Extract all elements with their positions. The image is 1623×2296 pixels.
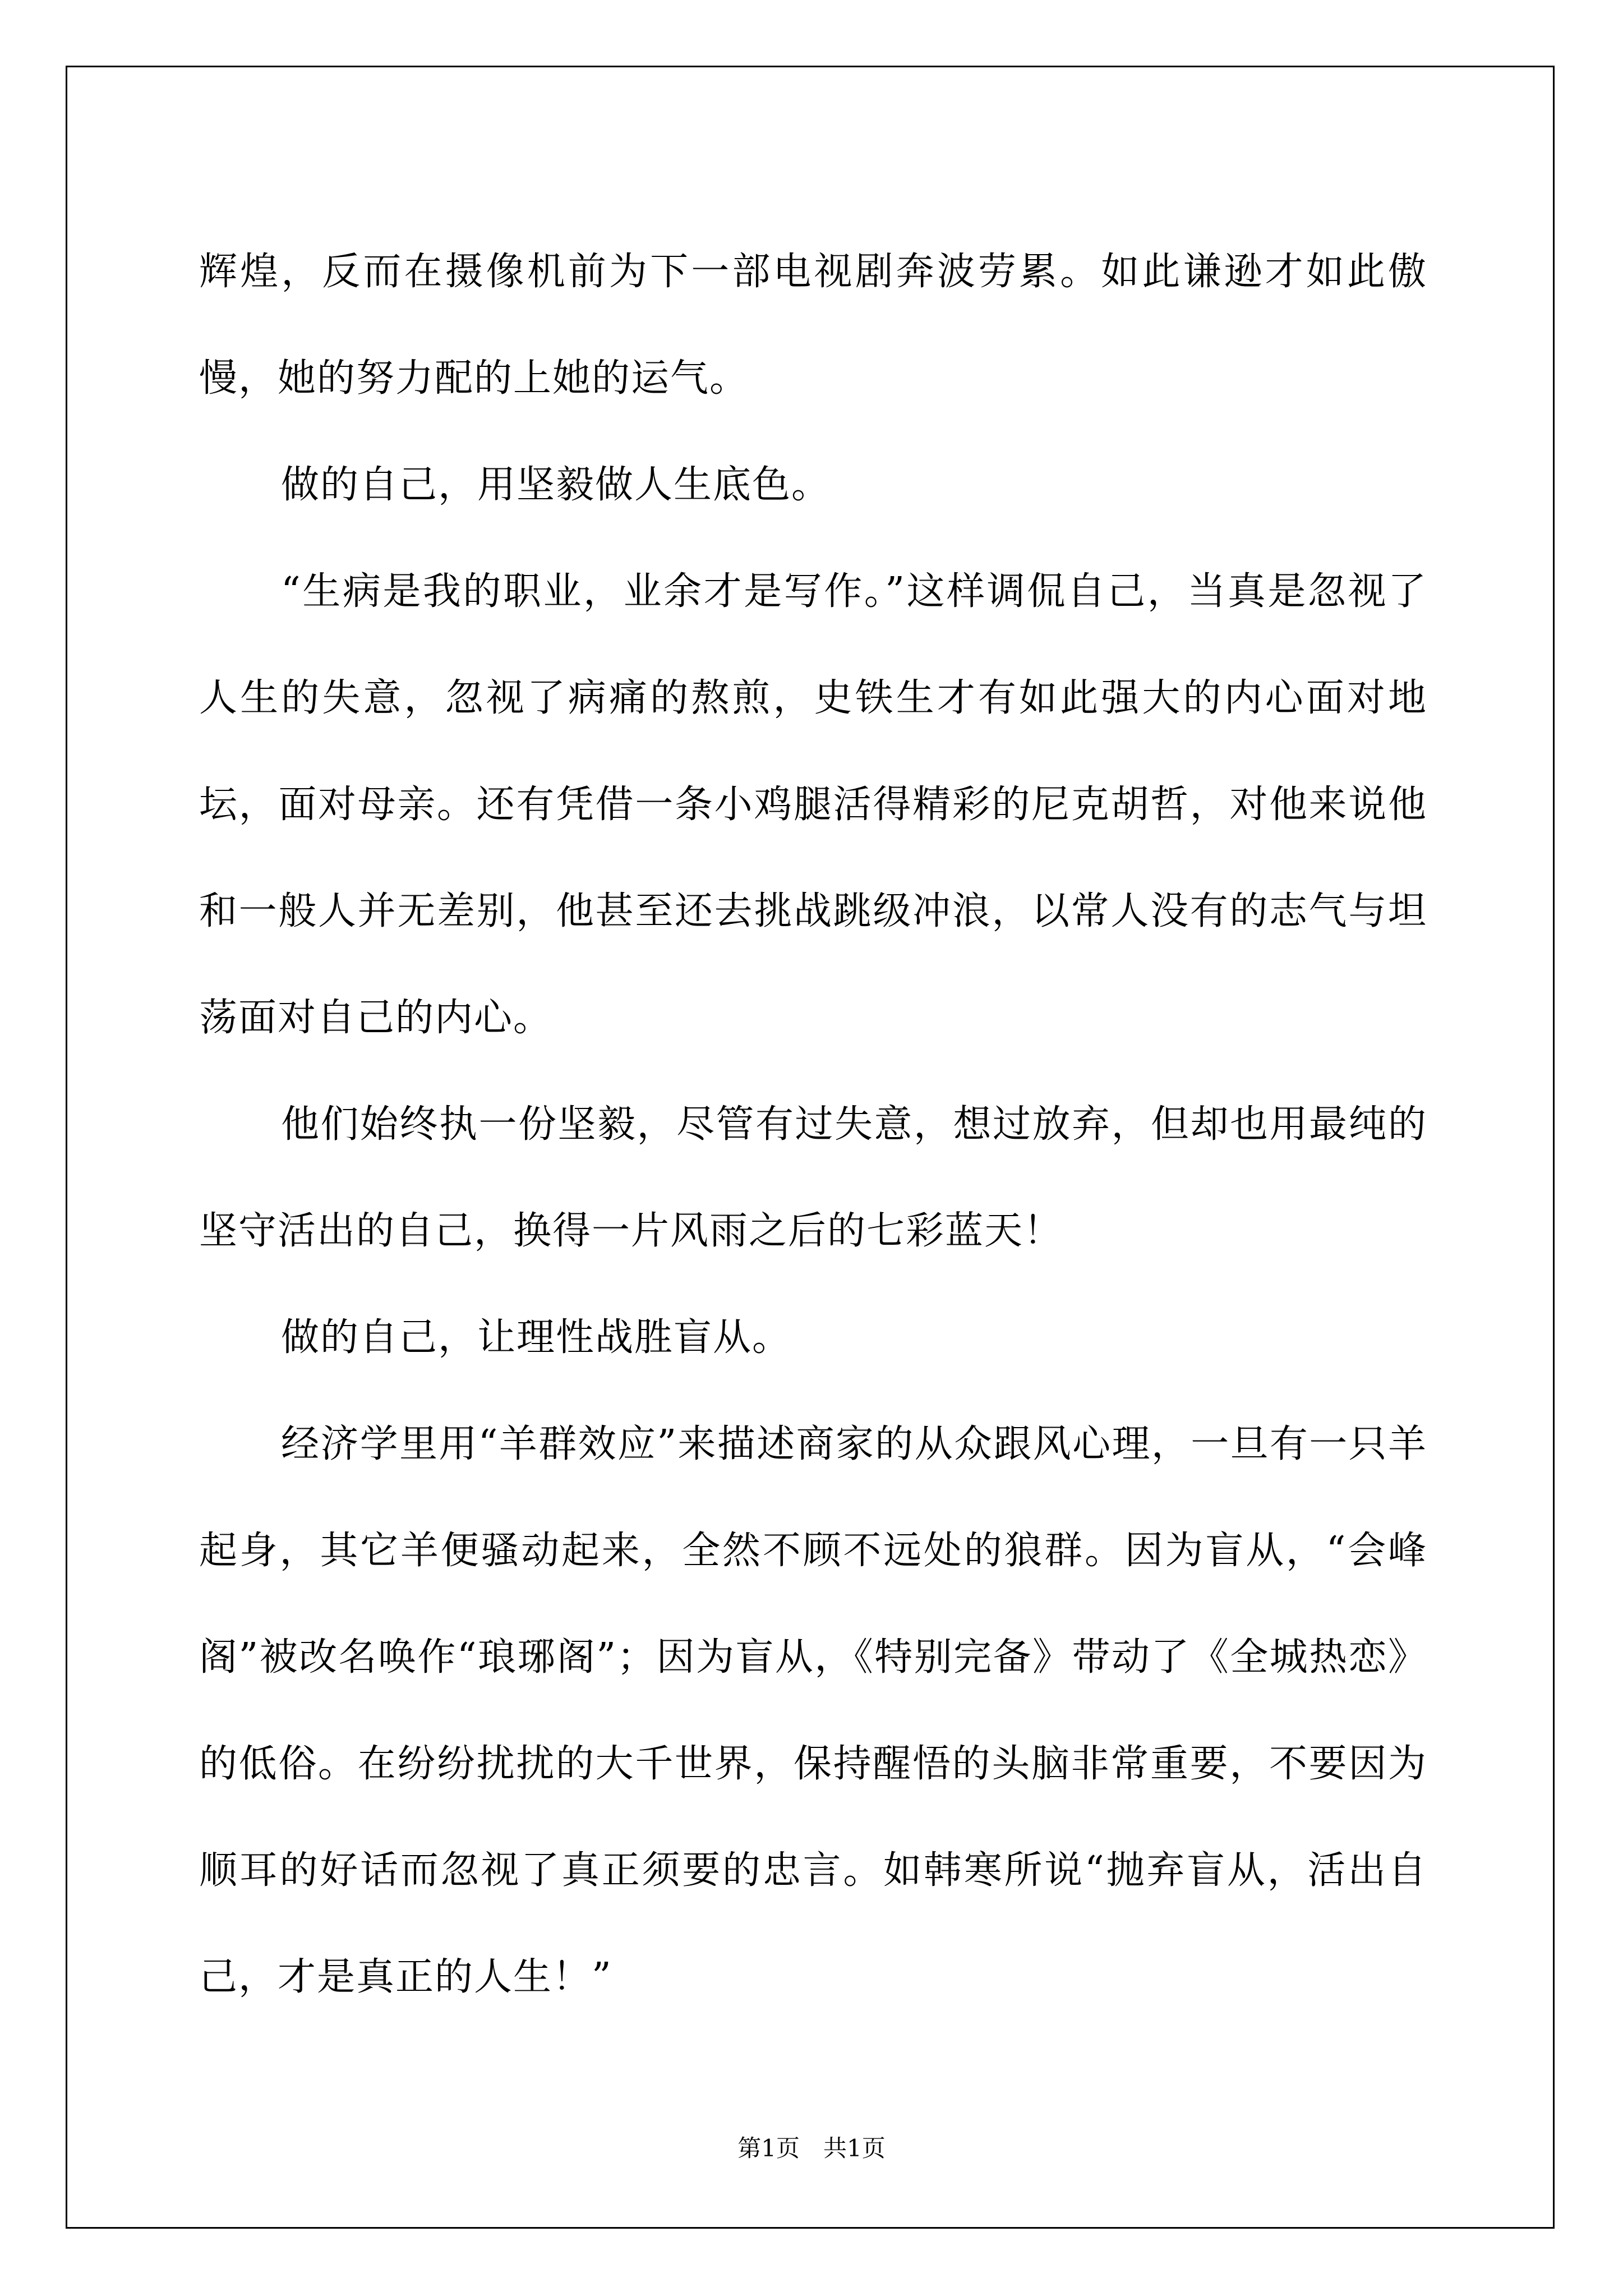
paragraph-heading-perseverance: 做的自己，用坚毅做人生底色。	[281, 463, 831, 507]
paragraph-heading-reason: 做的自己，让理性战胜盲从。	[281, 1315, 792, 1360]
page-number-footer: 第1页 共1页	[737, 2134, 886, 2162]
paragraph-perseverance-summary: 他们始终执一份坚毅，尽管有过失意，想过放弃，但却也用最纯的坚守活出的自己，换得一片风雨之后的七彩蓝天！	[199, 1102, 1427, 1253]
document-body	[199, 219, 1427, 2031]
paragraph-shi-tiesheng: “生病是我的职业，业余才是写作。”这样调侃自己，当真是忽视了人生的失意，忽视了病痛的熬煎，史铁生才有如此强大的内心面对地坛，面对母亲。还有凭借一条小鸡腿活得精彩的尼克胡哲，对他来说他和一般人并无差别，他甚至还去挑战跳级冲浪，以常人没有的志气与坦荡面对自己的内心。	[199, 569, 1427, 1040]
paragraph-herd-effect: 经济学里用“羊群效应”来描述商家的从众跟风心理，一旦有一只羊起身，其它羊便骚动起来，全然不顾不远处的狼群。因为盲从，“会峰阁”被改名唤作“琅琊阁”；因为盲从，《特别完备》带动了《全城热恋》的低俗。在纷纷扰扰的大千世界，保持醒悟的头脑非常重要，不要因为顺耳的好话而忽视了真正须要的忠言。如韩寒所说“抛弃盲从，活出自己，才是真正的人生！”	[199, 1422, 1427, 1999]
paragraph-continuation: 辉煌，反而在摄像机前为下一部电视剧奔波劳累。如此谦逊才如此傲慢，她的努力配的上她的运气。	[199, 250, 1427, 401]
